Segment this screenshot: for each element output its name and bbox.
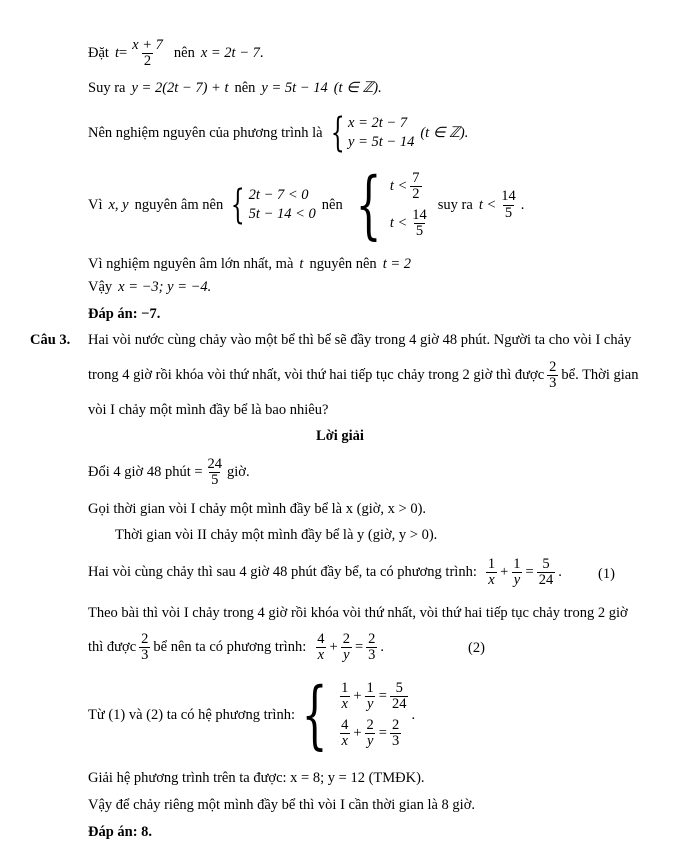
denominator: x: [341, 695, 348, 712]
numerator: 14: [501, 188, 516, 205]
integer-solution-line: [88, 110, 469, 156]
numerator: 4: [341, 717, 349, 733]
conversion-line: [88, 457, 250, 488]
numerator: 2: [141, 631, 149, 647]
numerator: 1: [513, 556, 521, 572]
fraction: [315, 632, 326, 663]
fraction: [511, 557, 522, 588]
math-expr: y = 5t − 14: [261, 80, 328, 96]
math-var: t: [299, 256, 304, 272]
numerator: 14: [412, 207, 427, 223]
numerator: 5: [542, 556, 550, 572]
denominator: 2: [412, 185, 420, 202]
math-expr: x = −3; y = −4.: [118, 279, 212, 295]
denominator: 3: [549, 375, 557, 392]
fraction: [410, 171, 421, 202]
denominator: 24: [391, 695, 407, 712]
variable-y-line: Thời gian vòi II chảy một mình đầy bể là y (giờ, y > 0).: [115, 527, 438, 543]
fraction: [130, 38, 165, 69]
denominator: 2: [143, 53, 152, 70]
math-expr: y = 2(2t − 7) + t: [131, 80, 229, 96]
math-expr: t = 2: [382, 256, 412, 272]
denominator: 3: [391, 733, 400, 750]
text: Hai vòi cùng chảy thì sau 4 giờ 48 phút đầy bể, ta có phương trình:: [88, 564, 477, 581]
denominator: x: [317, 647, 325, 664]
text: .: [259, 45, 264, 62]
text: nguyên âm nên: [134, 196, 224, 213]
denominator: 5: [211, 472, 219, 489]
derivation-line: [88, 80, 382, 97]
text: suy ra: [437, 196, 473, 213]
text: thì được: [88, 639, 137, 656]
math-var: x, y: [108, 196, 129, 213]
question-text-1: Hai vòi nước cùng chảy vào một bể thì bể sẽ đầy trong 4 giờ 48 phút. Người ta cho vòi I chảy: [88, 332, 632, 348]
denominator: 5: [415, 223, 424, 240]
numerator: 2: [342, 631, 350, 647]
text: bể nên ta có phương trình:: [153, 639, 307, 656]
fraction: [499, 189, 518, 220]
fraction: [365, 718, 376, 749]
numerator: 4: [317, 631, 325, 647]
answer-1: Đáp án: −7.: [88, 306, 161, 322]
denominator: x: [341, 733, 348, 750]
left-brace: {: [230, 182, 245, 228]
fraction: [365, 681, 376, 712]
problem-text-line: Theo bài thì vòi I chảy trong 4 giờ rồi khóa vòi thứ nhất, vòi thứ hai tiếp tục chảy trong 2 giờ: [88, 605, 628, 621]
math-expr: t <: [478, 196, 497, 213]
question-text-2: [88, 360, 638, 391]
equation-number-2: (2): [468, 640, 485, 656]
question-label: Câu 3.: [30, 332, 71, 348]
solution-line: Giải hệ phương trình trên ta được: x = 8; y = 12 (TMĐK).: [88, 770, 425, 786]
denominator: y: [343, 647, 350, 664]
text: nên: [234, 80, 256, 96]
fraction: [537, 557, 556, 588]
system-row: x = 2t − 7: [348, 115, 408, 131]
equation-system: [348, 115, 414, 151]
text: Vì nghiệm nguyên âm lớn nhất, mà: [88, 256, 294, 272]
denominator: 5: [504, 204, 513, 221]
text: Suy ra: [88, 80, 126, 96]
text: Đổi 4 giờ 48 phút =: [88, 464, 203, 481]
math-expr: t <: [389, 215, 408, 232]
fraction: [390, 718, 401, 749]
numerator: 2: [391, 717, 400, 733]
denominator: y: [366, 733, 374, 750]
system-line: Từ (1) và (2) ta có hệ phương trình: { $\frac{1}{x}$ + $\frac{1}{y}$ = $\frac{5}{24}$ $\frac{4}{x}$ + $\frac{2}{y}$ = $\frac{2}{3}$ .: [88, 672, 416, 758]
text: Từ (1) và (2) ta có hệ phương trình:: [88, 706, 295, 723]
text: Vì: [88, 196, 103, 213]
left-brace: {: [330, 110, 345, 156]
denominator: 3: [141, 647, 149, 664]
question-text-3: vòi I chảy một mình đầy bể là bao nhiêu?: [88, 402, 329, 418]
text: Nên nghiệm nguyên của phương trình là: [88, 124, 323, 141]
system-row: 2t − 7 < 0: [248, 187, 309, 203]
equation-number-1: (1): [598, 566, 615, 582]
fraction: [339, 681, 350, 712]
equation-2-line: thì được $\frac{2}{3}$ bể nên ta có phương trình: $\frac{4}{x}$ + $\frac{2}{y}$ = $\frac{2}{3}$ .: [88, 631, 384, 664]
text: nguyên nên: [309, 256, 377, 272]
denominator: 24: [538, 572, 554, 589]
final-conclusion-line: Vậy để chảy riêng một mình đầy bể thì vòi I cần thời gian là 8 giờ.: [88, 797, 476, 813]
text: giờ.: [227, 464, 250, 481]
inequality-system: [249, 187, 316, 223]
conclusion-line: [88, 279, 211, 296]
numerator: 24: [207, 456, 223, 472]
fraction: [390, 681, 409, 712]
fraction: [547, 360, 558, 391]
left-brace: {: [301, 672, 328, 758]
numerator: 5: [395, 679, 403, 696]
fraction: [366, 632, 377, 663]
math-op: =: [118, 45, 128, 62]
equation-system: $\frac{1}{x}$ + $\frac{1}{y}$ = $\frac{5}{24}$ $\frac{4}{x}$ + $\frac{2}{y}$ = $\frac{2}{3}$: [341, 679, 407, 750]
text: bể. Thời gian: [561, 367, 639, 384]
numerator: 7: [412, 169, 420, 186]
math-expr: x = 2t − 7: [200, 45, 260, 62]
denominator: y: [513, 572, 521, 589]
fraction: [339, 718, 350, 749]
system-row: y = 5t − 14: [348, 134, 415, 150]
text: .: [520, 196, 525, 213]
math-var: t: [114, 45, 119, 62]
text: nên: [321, 196, 343, 213]
inequality-line: [88, 162, 525, 248]
numerator: x + 7: [132, 37, 163, 53]
fraction: [486, 557, 497, 588]
fraction: [139, 632, 150, 663]
fraction: [410, 208, 429, 239]
numerator: 1: [366, 679, 374, 696]
math-expr: (t ∈ ℤ).: [333, 80, 382, 96]
denominator: x: [488, 572, 495, 589]
text: Vậy: [88, 279, 113, 295]
denominator: 3: [368, 647, 376, 664]
denominator: y: [366, 695, 374, 712]
numerator: 1: [341, 679, 349, 696]
system-row: 5t − 14 < 0: [248, 206, 316, 222]
fraction: [341, 632, 352, 663]
fraction: [206, 457, 225, 488]
numerator: 1: [487, 556, 496, 572]
math-expr: t <: [389, 177, 408, 194]
equation-1-line: Hai vòi cùng chảy thì sau 4 giờ 48 phút đầy bể, ta có phương trình: $\frac{1}{x}$ + $\frac{1}{y}$ = $\frac{5}{24}$ .: [88, 556, 562, 589]
substitution-line: [88, 38, 264, 69]
text: nên: [173, 45, 195, 62]
text: Đặt: [88, 45, 109, 62]
numerator: 2: [549, 359, 557, 375]
text: trong 4 giờ rồi khóa vòi thứ nhất, vòi thứ hai tiếp tục chảy trong 2 giờ thì được: [88, 367, 545, 384]
answer-2: Đáp án: 8.: [88, 824, 153, 840]
math-expr: (t ∈ ℤ).: [420, 124, 469, 141]
variable-x-line: Gọi thời gian vòi I chảy một mình đầy bể là x (giờ, x > 0).: [88, 501, 427, 517]
inequality-system: [390, 171, 432, 240]
numerator: 2: [368, 631, 376, 647]
max-negative-line: [88, 256, 411, 273]
left-brace: {: [355, 162, 382, 248]
solution-heading: Lời giải: [316, 428, 364, 444]
numerator: 2: [366, 717, 374, 733]
